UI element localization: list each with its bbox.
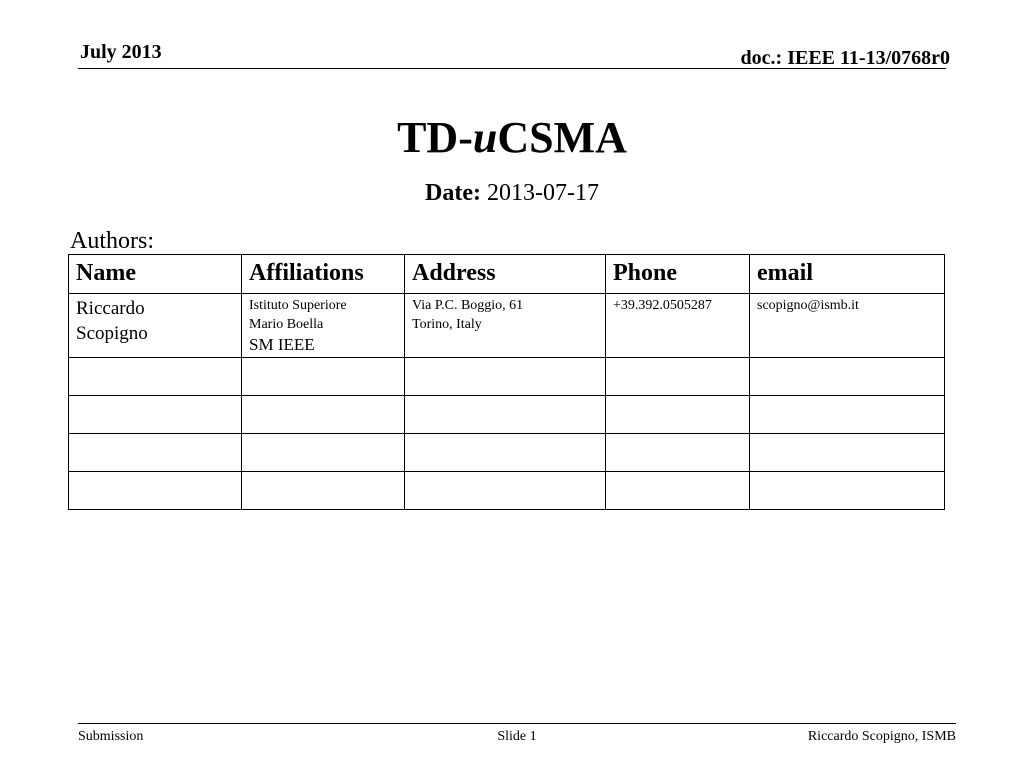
empty-cell (606, 396, 750, 434)
empty-cell (242, 472, 405, 510)
title-suffix: CSMA (497, 113, 627, 162)
empty-cell (405, 434, 606, 472)
table-row (69, 434, 945, 472)
empty-cell (242, 396, 405, 434)
empty-cell (405, 472, 606, 510)
header-doc-id: doc.: IEEE 11-13/0768r0 (740, 47, 950, 69)
table-row (69, 358, 945, 396)
empty-cell (606, 434, 750, 472)
affiliation-line: Istituto Superiore (249, 298, 347, 313)
author-email-cell: scopigno@ismb.it (750, 294, 945, 358)
table-row (69, 472, 945, 510)
authors-label: Authors: (70, 228, 154, 254)
empty-cell (69, 472, 242, 510)
affiliation-line: SM IEEE (249, 335, 315, 354)
empty-cell (405, 396, 606, 434)
column-header-name: Name (69, 255, 242, 294)
empty-cell (750, 434, 945, 472)
slide-title (0, 112, 1024, 164)
empty-cell (750, 472, 945, 510)
column-header-email: email (750, 255, 945, 294)
footer-rule (78, 723, 956, 724)
title-italic: u (472, 113, 498, 162)
column-header-phone: Phone (606, 255, 750, 294)
empty-cell (69, 358, 242, 396)
title-prefix: TD- (397, 113, 473, 162)
table-header-row (69, 255, 945, 294)
date-line (0, 178, 1024, 208)
table-row (69, 294, 945, 358)
empty-cell (750, 358, 945, 396)
affiliation-line: Mario Boella (249, 317, 324, 332)
empty-cell (242, 434, 405, 472)
empty-cell (242, 358, 405, 396)
column-header-affiliations: Affiliations (242, 255, 405, 294)
author-name-line: Scopigno (76, 323, 148, 344)
empty-cell (69, 396, 242, 434)
authors-table (68, 254, 945, 510)
header-date: July 2013 (80, 41, 162, 63)
footer-author: Riccardo Scopigno, ISMB (807, 729, 956, 744)
footer-submission: Submission (78, 729, 144, 744)
date-value: 2013-07-17 (486, 180, 599, 206)
empty-cell (405, 358, 606, 396)
header-rule (78, 68, 946, 69)
author-affiliation-cell (242, 294, 405, 358)
author-phone-cell: +39.392.0505287 (606, 294, 750, 358)
column-header-address: Address (405, 255, 606, 294)
footer-slide-number: Slide 1 (497, 729, 537, 744)
date-label: Date: (425, 180, 481, 206)
empty-cell (606, 472, 750, 510)
author-name-line: Riccardo (76, 298, 145, 319)
address-line: Torino, Italy (412, 317, 482, 332)
empty-cell (750, 396, 945, 434)
address-line: Via P.C. Boggio, 61 (412, 298, 524, 313)
empty-cell (606, 358, 750, 396)
table-row (69, 396, 945, 434)
empty-cell (69, 434, 242, 472)
author-address-cell (405, 294, 606, 358)
author-name-cell (69, 294, 242, 358)
